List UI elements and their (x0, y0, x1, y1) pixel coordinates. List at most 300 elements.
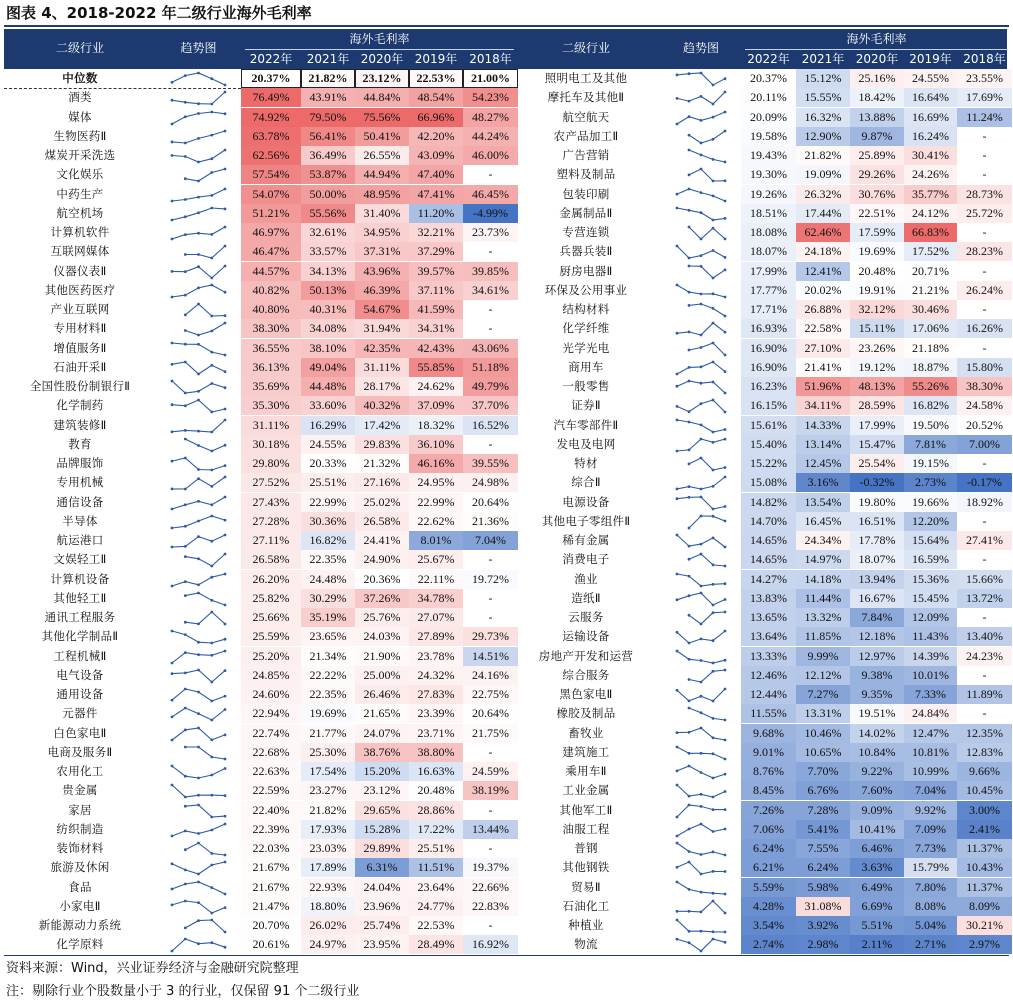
trend-point (676, 449, 679, 452)
industry-name: 通信设备 (56, 494, 104, 509)
trend-point (197, 161, 200, 164)
margin-cell: 46.00% (463, 146, 518, 165)
trend-point (224, 794, 227, 797)
margin-cell: 2.41% (957, 820, 1012, 839)
trend-point (724, 238, 727, 241)
trend-point (197, 880, 200, 883)
margin-cell: -0.32% (850, 473, 904, 492)
margin-cell: 10.01% (904, 666, 957, 685)
margin-cell: -0.17% (957, 473, 1012, 492)
trend-line (677, 477, 725, 489)
trend-point (676, 745, 679, 748)
industry-name: 石油化工 (562, 898, 610, 913)
trend-point (724, 129, 727, 132)
trend-line (172, 400, 225, 412)
trend-point (224, 408, 227, 411)
margin-cell: 54.07% (241, 185, 301, 204)
trend-point (171, 140, 174, 143)
right-header-industry: 二级行业 (561, 41, 610, 55)
trend-point (676, 938, 679, 941)
trend-point (210, 110, 213, 113)
trend-point (224, 476, 227, 479)
industry-name: 农产品加工Ⅱ (553, 128, 619, 143)
trend-point (688, 133, 691, 136)
trend-line (677, 631, 725, 643)
industry-name: 化学纤维 (562, 321, 610, 336)
trend-point (224, 370, 227, 373)
margin-cell: 24.62% (409, 377, 463, 396)
margin-cell: 24.07% (355, 724, 409, 743)
margin-cell: 10.99% (904, 762, 957, 781)
trend-sparkline (663, 474, 739, 492)
trend-line (172, 766, 225, 778)
trend-point (688, 827, 691, 830)
margin-cell: 15.79% (904, 858, 957, 877)
margin-cell: 9.35% (850, 685, 904, 704)
margin-cell: 17.59% (850, 223, 904, 242)
trend-line (689, 516, 725, 528)
trend-point (724, 370, 727, 373)
trend-sparkline (663, 763, 739, 781)
margin-cell: 24.18% (796, 242, 850, 261)
margin-cell: 18.51% (741, 204, 796, 223)
trend-point (724, 77, 727, 80)
margin-cell: 15.08% (741, 473, 796, 492)
trend-point (210, 382, 213, 385)
margin-cell: 50.13% (301, 281, 355, 300)
trend-line (185, 246, 225, 258)
trend-point (724, 315, 727, 318)
margin-cell: 34.31% (409, 319, 463, 338)
trend-point (197, 342, 200, 345)
trend-point (688, 463, 691, 466)
trend-line (677, 728, 725, 740)
industry-name: 其他医药医疗 (44, 282, 116, 297)
industry-name: 综合服务 (562, 667, 610, 682)
industry-name: 其他化学制品Ⅱ (41, 629, 119, 644)
trend-point (724, 658, 727, 661)
margin-cell: 25.82% (241, 589, 301, 608)
right-header-year: 2019年 (909, 52, 952, 66)
margin-cell: 13.44% (463, 820, 518, 839)
trend-point (210, 514, 213, 517)
industry-name: 环保及公用事业 (544, 282, 628, 297)
trend-point (197, 919, 200, 922)
trend-point (197, 180, 200, 183)
trend-point (700, 930, 703, 933)
industry-name: 摩托车及其他Ⅱ (547, 90, 625, 105)
trend-point (224, 861, 227, 864)
margin-cell: 16.92% (463, 935, 518, 954)
industry-name: 建筑装修Ⅱ (53, 417, 107, 432)
trend-line (172, 362, 225, 374)
trend-point (197, 286, 200, 289)
industry-name: 食品 (68, 879, 92, 894)
margin-cell: 25.51% (301, 473, 355, 492)
trend-point (197, 726, 200, 729)
trend-point (210, 283, 213, 286)
margin-cell: 13.33% (741, 647, 796, 666)
margin-cell: 28.73% (957, 185, 1012, 204)
trend-point (184, 141, 187, 144)
margin-cell: 24.03% (355, 627, 409, 646)
trend-sparkline (158, 359, 239, 377)
trend-point (700, 805, 703, 808)
trend-point (197, 842, 200, 845)
margin-cell: 38.76% (355, 743, 409, 762)
trend-point (700, 712, 703, 715)
margin-cell: 48.54% (409, 88, 463, 107)
trend-point (184, 198, 187, 201)
trend-point (171, 238, 174, 241)
margin-cell: 44.84% (355, 88, 409, 107)
trend-point (724, 411, 727, 414)
trend-point (184, 101, 187, 104)
industry-name: 乘用车Ⅱ (565, 764, 607, 778)
margin-cell: 23.39% (409, 704, 463, 723)
margin-cell: 17.69% (957, 88, 1012, 107)
margin-cell: 12.46% (741, 666, 796, 685)
margin-cell: 21.82% (301, 69, 355, 88)
trend-point (676, 245, 679, 248)
trend-point (676, 572, 679, 575)
margin-cell: 7.28% (796, 801, 850, 820)
margin-cell: 26.32% (796, 185, 850, 204)
trend-point (688, 574, 691, 577)
margin-cell: 20.02% (796, 281, 850, 300)
trend-point (724, 790, 727, 793)
margin-cell: 14.39% (904, 647, 957, 666)
left-header-year: 2022年 (249, 52, 293, 66)
trend-point (197, 591, 200, 594)
trend-sparkline (663, 705, 739, 723)
median-label: 中位数 (62, 71, 98, 85)
margin-cell: 2.98% (796, 935, 850, 954)
trend-point (184, 804, 187, 807)
trend-point (700, 382, 703, 385)
margin-cell: 29.65% (355, 801, 409, 820)
margin-cell: 29.80% (241, 454, 301, 473)
margin-cell: 44.57% (241, 262, 301, 281)
trend-sparkline (158, 436, 239, 454)
trend-point (210, 485, 213, 488)
trend-point (184, 457, 187, 460)
industry-name: 畜牧业 (568, 725, 604, 740)
margin-cell: 15.28% (355, 820, 409, 839)
margin-cell: 16.93% (741, 319, 796, 338)
industry-name: 专用材料Ⅱ (53, 321, 107, 336)
trend-point (724, 719, 727, 722)
trend-point (712, 84, 715, 87)
trend-sparkline (663, 205, 739, 223)
margin-cell: 53.87% (301, 165, 355, 184)
margin-cell: 38.10% (301, 339, 355, 358)
trend-point (197, 253, 200, 256)
trend-sparkline (158, 686, 239, 704)
trend-point (224, 708, 227, 711)
trend-point (688, 174, 691, 177)
trend-point (676, 332, 679, 335)
trend-sparkline (663, 725, 739, 743)
trend-point (688, 614, 691, 617)
trend-sparkline (663, 263, 739, 281)
trend-point (197, 901, 200, 904)
margin-cell: 25.76% (355, 608, 409, 627)
trend-point (210, 233, 213, 236)
margin-cell: 7.80% (904, 878, 957, 897)
trend-point (688, 72, 691, 75)
trend-sparkline (158, 571, 239, 589)
trend-sparkline (663, 571, 739, 589)
trend-point (688, 594, 691, 597)
margin-cell: - (463, 589, 518, 608)
margin-cell: 7.84% (850, 608, 904, 627)
trend-point (700, 403, 703, 406)
trend-point (184, 503, 187, 506)
trend-point (224, 638, 227, 641)
margin-cell: 23.12% (355, 69, 409, 88)
margin-cell: 48.13% (850, 377, 904, 396)
margin-cell: 18.42% (850, 88, 904, 107)
trend-point (224, 353, 227, 356)
trend-line (185, 747, 225, 759)
trend-sparkline (663, 186, 739, 204)
trend-line (185, 323, 225, 335)
trend-sparkline (663, 282, 739, 300)
margin-cell: 5.04% (904, 916, 957, 935)
margin-cell: 26.24% (957, 281, 1012, 300)
margin-cell: - (957, 223, 1012, 242)
trend-point (184, 233, 187, 236)
trend-point (184, 621, 187, 624)
margin-cell: 15.12% (796, 69, 850, 88)
margin-cell: 26.02% (301, 916, 355, 935)
industry-name: 增值服务Ⅱ (53, 340, 107, 355)
trend-point (210, 350, 213, 353)
trend-point (210, 206, 213, 209)
margin-cell: 23.12% (355, 781, 409, 800)
margin-cell: 9.87% (850, 127, 904, 146)
margin-cell: 5.51% (850, 916, 904, 935)
trend-sparkline (158, 455, 239, 473)
margin-cell: 27.28% (241, 512, 301, 531)
trend-point (688, 700, 691, 703)
margin-cell: 15.22% (741, 454, 796, 473)
margin-cell: 9.09% (850, 801, 904, 820)
trend-point (197, 372, 200, 375)
trend-point (184, 775, 187, 778)
trend-point (184, 437, 187, 440)
trend-point (676, 880, 679, 883)
margin-cell: 19.37% (463, 858, 518, 877)
trend-point (184, 488, 187, 491)
margin-cell: 34.11% (796, 396, 850, 415)
trend-line (689, 458, 725, 470)
trend-point (724, 854, 727, 857)
trend-point (210, 171, 213, 174)
industry-name: 一般零售 (562, 379, 610, 393)
industry-name: 石油开采Ⅱ (53, 359, 107, 374)
margin-cell: 42.20% (409, 127, 463, 146)
trend-point (224, 814, 227, 817)
trend-point (197, 712, 200, 715)
trend-sparkline (158, 282, 239, 300)
margin-cell: - (957, 127, 1012, 146)
trend-point (224, 931, 227, 934)
industry-name: 产业互联网 (50, 302, 110, 316)
industry-name: 照明电工及其他 (544, 71, 628, 85)
industry-name: 广告营销 (562, 148, 610, 162)
trend-point (700, 695, 703, 698)
trend-point (676, 815, 679, 818)
margin-cell: 16.82% (904, 396, 957, 415)
industry-name: 纺织制造 (56, 821, 104, 836)
trend-point (171, 784, 174, 787)
trend-point (688, 795, 691, 798)
trend-point (688, 264, 691, 267)
margin-cell: 17.77% (741, 281, 796, 300)
trend-point (171, 295, 174, 298)
margin-cell: 19.50% (904, 416, 957, 435)
trend-point (184, 360, 187, 363)
industry-name: 其他军工Ⅱ (559, 802, 613, 817)
margin-cell: 35.69% (241, 377, 301, 396)
margin-cell: 21.21% (904, 281, 957, 300)
margin-cell: 30.36% (301, 512, 355, 531)
margin-cell: 7.33% (904, 685, 957, 704)
trend-point (184, 545, 187, 548)
industry-name: 贸易Ⅱ (571, 879, 601, 894)
margin-cell: 16.23% (741, 377, 796, 396)
trend-point (171, 765, 174, 768)
trend-point (210, 919, 213, 922)
trend-point (712, 430, 715, 433)
trend-line (185, 593, 225, 605)
trend-line (185, 805, 225, 817)
margin-cell: 40.31% (301, 300, 355, 319)
trend-point (724, 256, 727, 259)
industry-name: 半导体 (62, 513, 98, 528)
industry-name: 渔业 (574, 571, 598, 586)
industry-name: 商用车 (568, 359, 604, 374)
margin-cell: 16.52% (463, 416, 518, 435)
trend-point (210, 911, 213, 914)
margin-cell: 16.24% (904, 127, 957, 146)
title-rule (4, 25, 1009, 27)
margin-cell: 22.94% (241, 704, 301, 723)
trend-point (197, 832, 200, 835)
left-header-group: 海外毛利率 (349, 32, 410, 46)
margin-cell: 16.29% (301, 416, 355, 435)
trend-sparkline (663, 879, 739, 897)
trend-point (724, 161, 727, 164)
margin-cell: 16.90% (741, 339, 796, 358)
trend-line (689, 343, 725, 355)
trend-sparkline (663, 70, 739, 88)
trend-point (712, 441, 715, 444)
trend-point (184, 392, 187, 395)
trend-point (210, 194, 213, 197)
trend-point (688, 850, 691, 853)
trend-point (724, 268, 727, 271)
margin-cell: 22.40% (241, 801, 301, 820)
trend-point (197, 478, 200, 481)
margin-cell: 27.52% (241, 473, 301, 492)
margin-cell: 25.02% (355, 493, 409, 512)
trend-point (712, 603, 715, 606)
trend-point (171, 404, 174, 407)
margin-cell: 38.30% (241, 319, 301, 338)
margin-cell: 27.16% (355, 473, 409, 492)
trend-point (210, 503, 213, 506)
trend-line (677, 112, 725, 124)
trend-point (688, 304, 691, 307)
trend-point (700, 191, 703, 194)
trend-point (224, 695, 227, 698)
margin-cell: 24.60% (241, 685, 301, 704)
margin-cell: 14.65% (741, 550, 796, 569)
industry-name: 品牌服饰 (56, 456, 104, 470)
trend-point (700, 95, 703, 98)
trend-line (185, 554, 225, 566)
trend-point (184, 707, 187, 710)
trend-point (724, 437, 727, 440)
trend-point (184, 580, 187, 583)
trend-sparkline (158, 898, 239, 916)
margin-cell: 23.71% (409, 724, 463, 743)
margin-cell: 34.95% (355, 223, 409, 242)
margin-cell: 75.56% (355, 108, 409, 127)
trend-point (700, 264, 703, 267)
trend-sparkline (158, 725, 239, 743)
trend-point (724, 476, 727, 479)
industry-name: 其他钢铁 (562, 860, 610, 875)
trend-point (724, 688, 727, 691)
trend-point (712, 227, 715, 230)
margin-cell: 16.69% (904, 108, 957, 127)
trend-sparkline (158, 763, 239, 781)
margin-cell: 16.15% (741, 396, 796, 415)
trend-point (210, 700, 213, 703)
margin-cell: 4.28% (741, 897, 796, 916)
trend-line (689, 554, 725, 566)
margin-cell: 6.76% (796, 781, 850, 800)
margin-cell: 6.49% (850, 878, 904, 897)
margin-cell: 20.48% (409, 781, 463, 800)
trend-sparkline (158, 397, 239, 415)
margin-cell: 28.59% (850, 396, 904, 415)
industry-name: 发电及电网 (556, 436, 616, 451)
trend-point (210, 642, 213, 645)
margin-cell: 11.37% (957, 878, 1012, 897)
trend-point (688, 410, 691, 413)
trend-sparkline (663, 917, 739, 935)
industry-name: 教育 (68, 436, 92, 451)
trend-point (712, 515, 715, 518)
trend-point (712, 930, 715, 933)
trend-sparkline (663, 455, 739, 473)
trend-point (688, 366, 691, 369)
trend-point (197, 112, 200, 115)
margin-cell: 11.24% (957, 108, 1012, 127)
margin-cell: 7.26% (741, 801, 796, 820)
margin-cell: 24.55% (301, 435, 355, 454)
trend-point (184, 155, 187, 158)
trend-sparkline (663, 590, 739, 608)
industry-name: 种植业 (568, 918, 604, 932)
trend-point (712, 292, 715, 295)
trend-point (224, 495, 227, 498)
